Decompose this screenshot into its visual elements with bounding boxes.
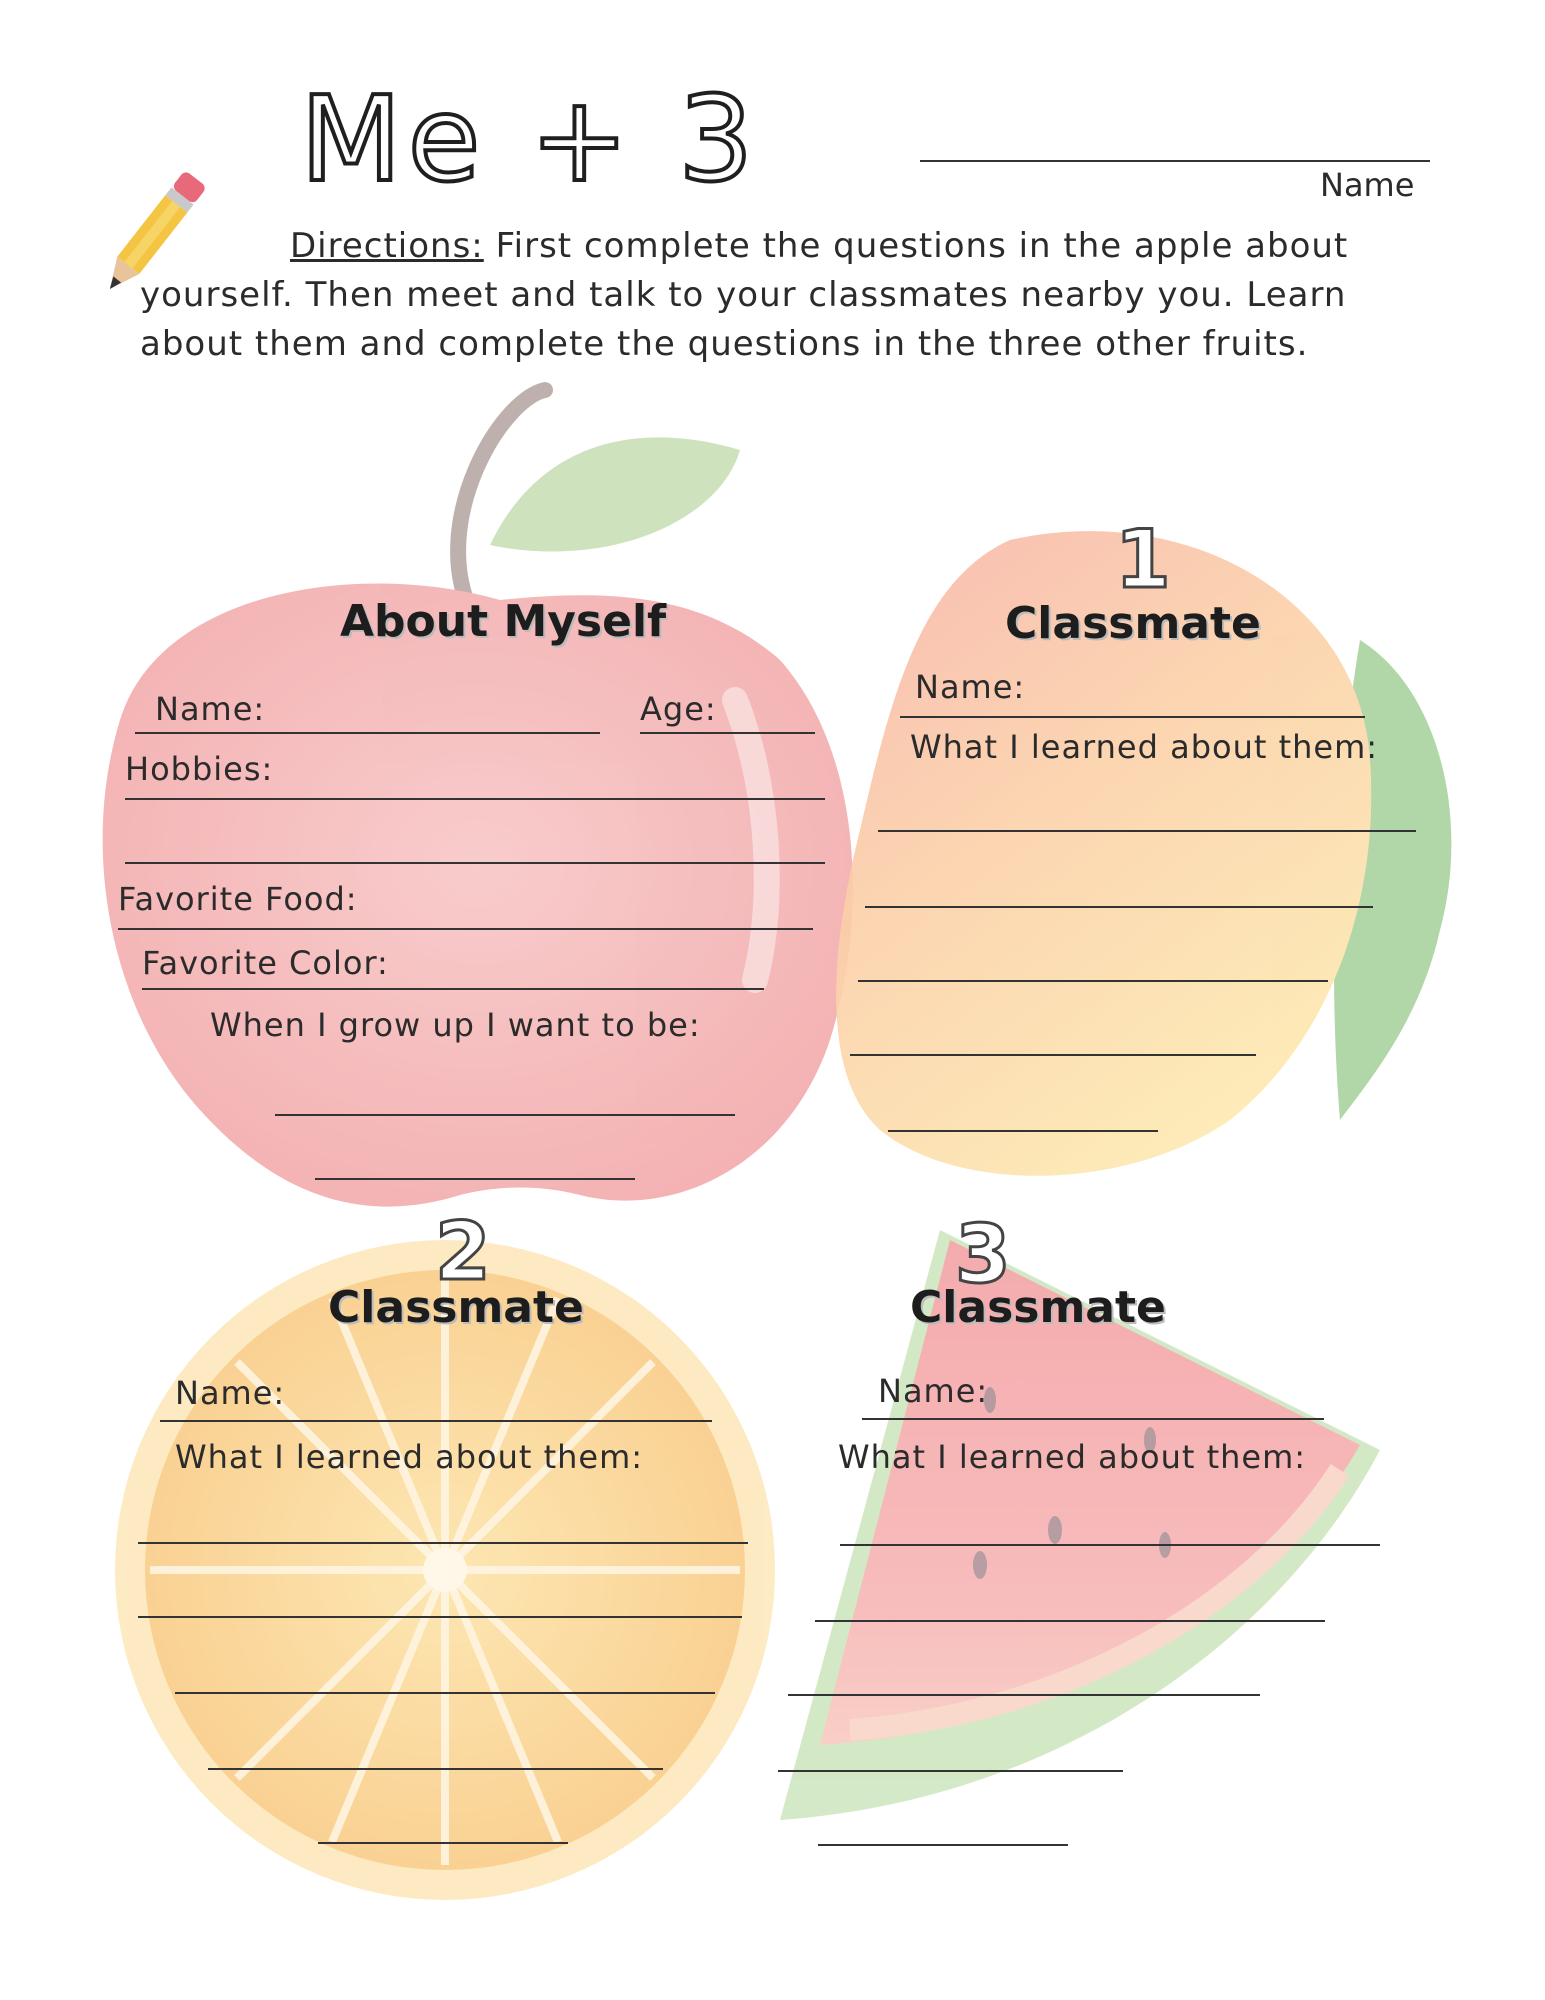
apple-hobbies-line-2[interactable] <box>125 862 825 864</box>
apple-food-label: Favorite Food: <box>118 880 358 918</box>
classmate-3-line-4[interactable] <box>778 1770 1123 1772</box>
classmate-2-line-1[interactable] <box>138 1542 748 1544</box>
apple-color-label: Favorite Color: <box>142 944 389 982</box>
classmate-2-number: 2 <box>435 1205 491 1298</box>
classmate-1-line-3[interactable] <box>858 980 1328 982</box>
apple-heading: About Myself <box>340 596 667 647</box>
classmate-1-name-line[interactable] <box>900 716 1365 718</box>
classmate-1-line-2[interactable] <box>865 906 1373 908</box>
name-label: Name <box>1320 166 1415 204</box>
apple-hobbies-line-1[interactable] <box>125 798 825 800</box>
classmate-1-learned-label: What I learned about them: <box>910 728 1379 766</box>
name-line[interactable] <box>920 160 1430 162</box>
classmate-2-name-label: Name: <box>175 1374 286 1412</box>
apple-grow-label: When I grow up I want to be: <box>210 1006 701 1044</box>
apple-hobbies-label: Hobbies: <box>125 750 274 788</box>
directions-text: First complete the questions in the apple about yourself. Then meet and talk to your classmates nearby you. Learn about them and complete the questions in the three other fruits. <box>140 226 1349 364</box>
directions-label: Directions: <box>290 226 484 266</box>
classmate-3-line-2[interactable] <box>815 1620 1325 1622</box>
classmate-3-name-line[interactable] <box>862 1418 1324 1420</box>
apple-name-label: Name: <box>155 690 266 728</box>
classmate-2-name-line[interactable] <box>160 1420 712 1422</box>
apple-grow-line-1[interactable] <box>275 1114 735 1116</box>
classmate-3-line-3[interactable] <box>788 1694 1260 1696</box>
page-title: Me + 3 <box>300 70 760 208</box>
classmate-1-line-5[interactable] <box>888 1130 1158 1132</box>
classmate-2-heading: Classmate <box>328 1282 584 1333</box>
classmate-3-line-1[interactable] <box>840 1544 1380 1546</box>
classmate-1-number: 1 <box>1115 513 1171 606</box>
classmate-1-line-1[interactable] <box>878 830 1416 832</box>
apple-age-line[interactable] <box>640 732 815 734</box>
classmate-3-line-5[interactable] <box>818 1844 1068 1846</box>
apple-name-line[interactable] <box>135 732 600 734</box>
classmate-2-line-2[interactable] <box>138 1616 742 1618</box>
classmate-1-line-4[interactable] <box>850 1054 1256 1056</box>
classmate-2-line-3[interactable] <box>175 1692 715 1694</box>
classmate-3-heading: Classmate <box>910 1282 1166 1333</box>
classmate-2-learned-label: What I learned about them: <box>175 1438 644 1476</box>
apple-age-label: Age: <box>640 690 717 728</box>
classmate-2-line-5[interactable] <box>318 1842 568 1844</box>
apple-food-line[interactable] <box>118 928 813 930</box>
classmate-3-number: 3 <box>955 1208 1011 1301</box>
directions <box>140 222 1400 369</box>
apple-color-line[interactable] <box>142 988 764 990</box>
classmate-3-name-label: Name: <box>878 1372 989 1410</box>
apple-grow-line-2[interactable] <box>315 1178 635 1180</box>
classmate-1-name-label: Name: <box>915 668 1026 706</box>
classmate-1-heading: Classmate <box>1005 598 1261 649</box>
classmate-2-line-4[interactable] <box>208 1768 663 1770</box>
orange-illustration <box>115 1240 775 1900</box>
classmate-3-learned-label: What I learned about them: <box>838 1438 1307 1476</box>
